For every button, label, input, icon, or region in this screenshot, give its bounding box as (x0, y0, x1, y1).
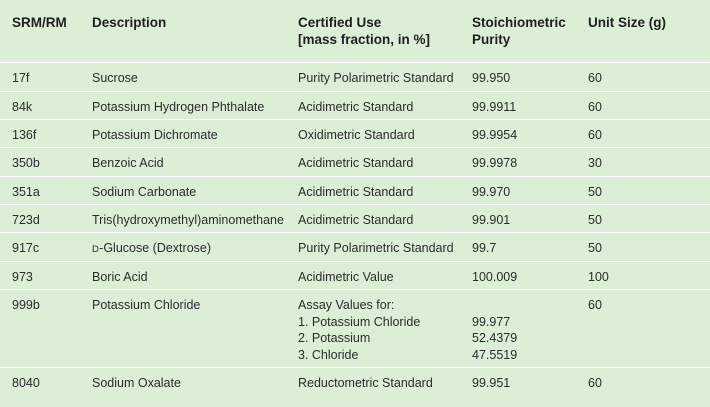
cell-description: Tris(hydroxymethyl)aminomethane (92, 213, 284, 227)
cell-unit-size: 60 (588, 71, 602, 85)
cell-purity: 99.9911 (472, 100, 517, 114)
header-description: Description (92, 15, 167, 30)
cell-certified-use: Reductometric Standard (298, 376, 433, 390)
cell-certified-use: Oxidimetric Standard (298, 128, 415, 142)
cell-unit-size: 50 (588, 241, 602, 255)
header-certified-use-line2: [mass fraction, in %] (298, 32, 431, 47)
cell-certified-use: Acidimetric Value (298, 270, 394, 284)
cell-certified-use: Acidimetric Standard (298, 156, 414, 170)
cell-description: Benzoic Acid (92, 156, 164, 170)
cell-srm: 723d (12, 213, 40, 227)
purity-line: 52.4379 (472, 331, 518, 345)
table-row (0, 147, 710, 176)
cell-purity (472, 297, 517, 363)
cell-unit-size: 100 (588, 270, 609, 284)
cell-srm: 351a (12, 185, 40, 199)
cell-certified-use: Acidimetric Standard (298, 100, 414, 114)
header-purity-line1: Stoichiometric (472, 15, 566, 30)
header-certified-use-line1: Certified Use (298, 15, 382, 30)
cell-unit-size: 30 (588, 156, 602, 170)
cell-description: Potassium Hydrogen Phthalate (92, 100, 265, 114)
cell-certified-use: Purity Polarimetric Standard (298, 241, 454, 255)
assay-line: 2. Potassium (298, 331, 371, 345)
cell-purity: 99.951 (472, 376, 511, 390)
cell-certified-use (298, 297, 420, 363)
cell-certified-use: Acidimetric Standard (298, 213, 414, 227)
purity-line: 99.977 (472, 314, 511, 329)
cell-purity: 99.9954 (472, 128, 518, 142)
cell-unit-size: 50 (588, 213, 602, 227)
cell-description: Boric Acid (92, 270, 148, 284)
table-row (0, 261, 710, 290)
cell-description: Potassium Dichromate (92, 128, 218, 142)
cell-unit-size: 60 (588, 376, 602, 390)
header-purity-line2: Purity (472, 32, 511, 47)
cell-certified-use: Purity Polarimetric Standard (298, 71, 454, 85)
cell-purity: 99.9978 (472, 156, 518, 170)
cell-srm: 999b (12, 298, 40, 312)
cell-unit-size: 60 (588, 298, 602, 312)
cell-srm: 350b (12, 156, 40, 170)
cell-description: Potassium Chloride (92, 298, 201, 312)
cell-unit-size: 60 (588, 100, 602, 114)
cell-srm: 136f (12, 128, 37, 142)
table-row (0, 62, 710, 91)
cell-description-text: -Glucose (Dextrose) (99, 241, 212, 255)
purity-line: 47.5519 (472, 347, 518, 362)
cell-purity: 99.901 (472, 213, 511, 227)
cell-purity: 99.7 (472, 241, 497, 255)
cell-unit-size: 60 (588, 128, 602, 142)
header-certified-use (298, 14, 430, 48)
table-row (0, 176, 710, 205)
cell-description: Sodium Carbonate (92, 185, 197, 199)
cell-description: Sodium Oxalate (92, 376, 181, 390)
purity-blank (472, 297, 517, 314)
cell-description (92, 240, 211, 259)
table-row (0, 289, 710, 368)
cell-srm: 8040 (12, 376, 40, 390)
cell-srm: 973 (12, 270, 33, 284)
cell-description: Sucrose (92, 71, 138, 85)
table-row (0, 232, 710, 261)
table-row (0, 204, 710, 233)
cell-purity: 99.950 (472, 71, 511, 85)
cell-purity: 99.970 (472, 185, 511, 199)
assay-line: 1. Potassium Chloride (298, 314, 421, 329)
assay-line: 3. Chloride (298, 347, 359, 362)
cell-purity: 100.009 (472, 270, 518, 284)
cell-srm: 917c (12, 241, 40, 255)
table-row (0, 119, 710, 148)
assay-header: Assay Values for: (298, 298, 395, 312)
cell-srm: 84k (12, 100, 33, 114)
cell-unit-size: 50 (588, 185, 602, 199)
table-row (0, 91, 710, 120)
cell-certified-use: Acidimetric Standard (298, 185, 414, 199)
header-unit-size: Unit Size (g) (588, 15, 666, 30)
header-purity (472, 14, 566, 48)
cell-srm: 17f (12, 71, 30, 85)
table-row (0, 367, 710, 407)
table-header (0, 0, 710, 62)
cell-description-prefix: D (92, 244, 100, 255)
header-srm: SRM/RM (12, 15, 67, 30)
